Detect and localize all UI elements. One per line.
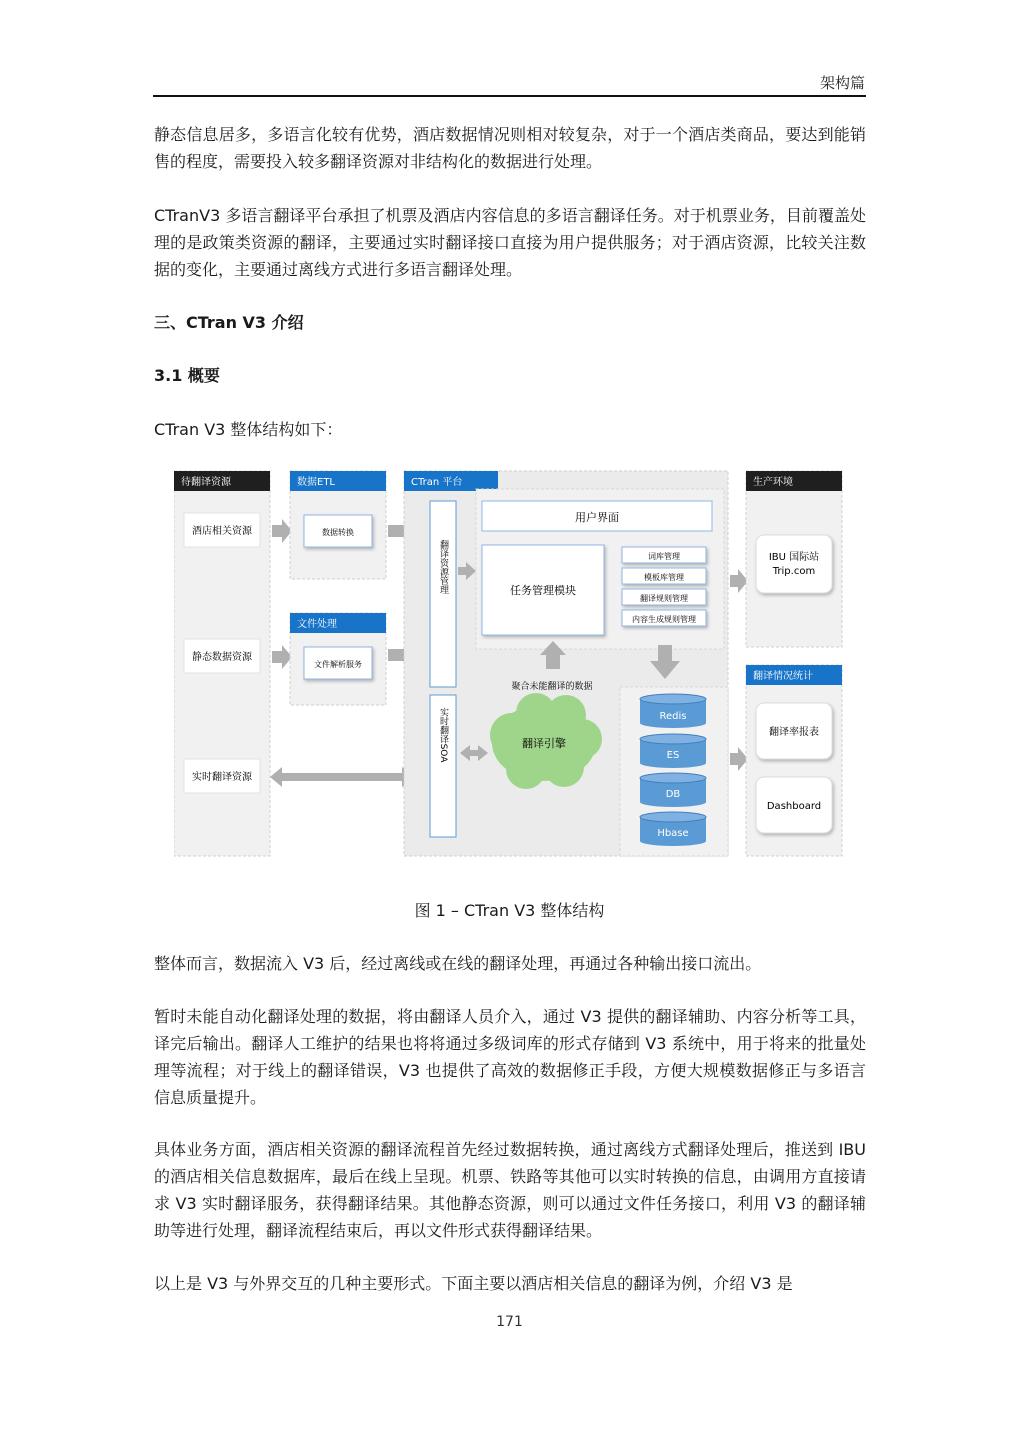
- task-module: 任务管理模块: [510, 584, 576, 597]
- subsection-heading: 3.1 概要: [154, 366, 220, 385]
- aggregate-label: 聚合未能翻译的数据: [511, 682, 593, 692]
- page-number: 171: [496, 1314, 523, 1330]
- storage-db-label: DB: [665, 789, 681, 800]
- etl-panel: [290, 471, 386, 579]
- arrow-hotel-etl: [272, 519, 292, 543]
- file-item: 文件解析服务: [314, 660, 362, 669]
- paragraph-3: 整体而言，数据流入 V3 后，经过离线或在线的翻译处理，再通过各种输出接口流出。: [154, 954, 762, 973]
- source-static: 静态数据资源: [192, 652, 252, 663]
- paragraph-1: 静态信息居多，多语言化较有优势，酒店数据情况则相对较复杂，对于一个酒店类商品，要达到能销售的程度，需要投入较多翻译资源对非结构化的数据进行处理。: [154, 125, 866, 171]
- source-realtime: 实时翻译资源: [192, 772, 252, 783]
- storage-hbase-label: Hbase: [657, 828, 689, 839]
- storage-db: [640, 773, 706, 807]
- source-hotel: 酒店相关资源: [192, 526, 252, 537]
- sources-title: 待翻译资源: [181, 477, 231, 488]
- production-item-line2: Trip.com: [772, 566, 816, 577]
- sub-item-generation-rules: 内容生成规则管理: [632, 615, 696, 624]
- realtime-soa-label: 实时翻译SOA: [438, 707, 448, 763]
- sub-item-lexicon: 词库管理: [648, 552, 680, 561]
- sub-item-rules: 翻译规则管理: [640, 594, 688, 603]
- file-panel: [290, 613, 386, 705]
- arrow-to-production: [730, 569, 748, 593]
- storage-hbase: [640, 812, 706, 846]
- resource-mgmt-label: 翻译资源管理: [438, 540, 448, 594]
- platform-panel: [404, 471, 728, 856]
- platform-title: CTran 平台: [411, 477, 463, 488]
- file-title: 文件处理: [297, 619, 337, 630]
- header-rule: [153, 95, 866, 97]
- sources-panel: [174, 471, 270, 856]
- stats-item: 翻译率报表: [769, 727, 819, 738]
- storage-es-label: ES: [666, 750, 680, 761]
- paragraph-2: CTranV3 多语言翻译平台承担了机票及酒店内容信息的多语言翻译任务。对于机票业务，目前覆盖处理的是政策类资源的翻译，主要通过实时翻译接口直接为用户提供服务；对于酒店资源，比较关注数据的变化，主要通过离线方式进行多语言翻译处理。: [154, 206, 866, 279]
- sub-item-template: 模板库管理: [644, 573, 684, 582]
- engine-label: 翻译引擎: [522, 737, 566, 750]
- etl-title: 数据ETL: [297, 477, 335, 488]
- dashboard-item: Dashboard: [766, 801, 822, 812]
- figure-intro: CTran V3 整体结构如下：: [154, 420, 343, 439]
- user-ui: 用户界面: [575, 511, 619, 524]
- etl-item: 数据转换: [322, 528, 354, 537]
- storage-redis: [640, 694, 706, 728]
- production-title: 生产环境: [753, 477, 793, 488]
- arrow-to-stats: [730, 747, 748, 771]
- header-section-title: 架构篇: [819, 74, 865, 92]
- arrow-static-file: [272, 645, 292, 669]
- architecture-diagram: [174, 467, 844, 859]
- figure-caption: 图 1 – CTran V3 整体结构: [414, 901, 605, 920]
- section-heading: 三、CTran V3 介绍: [154, 313, 304, 332]
- paragraph-4: 暂时未能自动化翻译处理的数据，将由翻译人员介入，通过 V3 提供的翻译辅助、内容分析等工具，译完后输出。翻译人工维护的结果也将将通过多级词库的形式存储到 V3 系统中，用于将来的批量处理等流程；对于线上的翻译错误，V3 也提供了高效的数据修正手段，方便大规模数据修正与多语言信息质量提升。: [154, 1007, 866, 1107]
- production-panel: [746, 471, 842, 647]
- stats-panel: [746, 665, 842, 856]
- storage-es: [640, 734, 706, 768]
- storage-redis-label: Redis: [659, 711, 687, 722]
- paragraph-6: 以上是 V3 与外界交互的几种主要形式。下面主要以酒店相关信息的翻译为例，介绍 V3 是: [154, 1274, 793, 1293]
- paragraph-5: 具体业务方面，酒店相关资源的翻译流程首先经过数据转换，通过离线方式翻译处理后，推送到 IBU 的酒店相关信息数据库，最后在线上呈现。机票、铁路等其他可以实时转换的信息，由调用方直接请求 V3 实时翻译服务，获得翻译结果。其他静态资源，则可以通过文件任务接口，利用 V3 的翻译辅助等进行处理，翻译流程结束后，再以文件形式获得翻译结果。: [154, 1140, 866, 1240]
- stats-title: 翻译情况统计: [753, 671, 813, 682]
- production-item-line1: IBU 国际站: [768, 552, 820, 563]
- arrow-realtime-soa: [270, 767, 416, 787]
